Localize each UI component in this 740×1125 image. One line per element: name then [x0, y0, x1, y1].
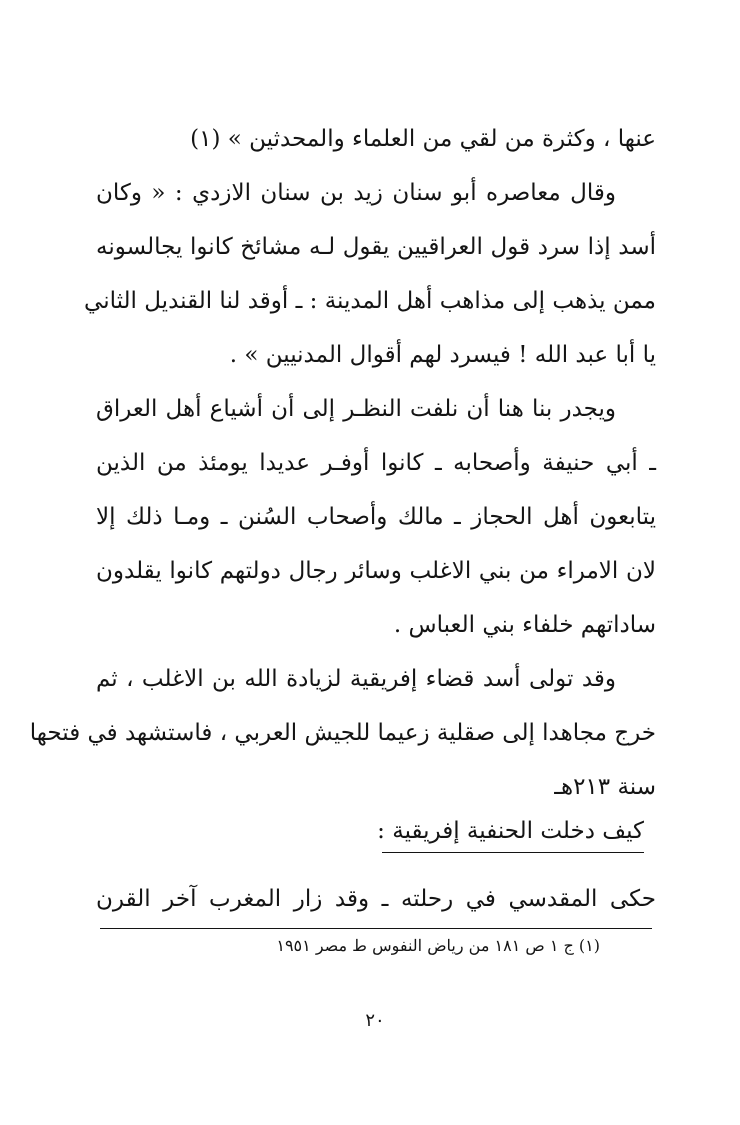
text-line-12: خرج مجاهدا إلى صقلية زعيما للجيش العربي ، فاستشهد في فتحها	[29, 720, 656, 746]
text-line-13: سنة ٢١٣هـ	[554, 774, 656, 800]
text-line-2: وقال معاصره أبو سنان زيد بن سنان الازدي : « وكان	[96, 180, 616, 206]
text-line-last: حكى المقدسي في رحلته ـ وقد زار المغرب آخر القرن	[96, 886, 656, 912]
footnote-divider	[100, 928, 652, 929]
text-line-4: ممن يذهب إلى مذاهب أهل المدينة : ـ أوقد لنا القنديل الثاني	[84, 288, 656, 314]
text-line-3: أسد إذا سرد قول العراقيين يقول لـه مشائخ كانوا يجالسونه	[96, 234, 656, 260]
text-line-8: يتابعون أهل الحجاز ـ مالك وأصحاب السُنن ـ ومـا ذلك إلا	[96, 504, 656, 530]
text-line-11: وقد تولى أسد قضاء إفريقية لزيادة الله بن الاغلب ، ثم	[96, 666, 616, 692]
footnote: (١) ج ١ ص ١٨١ من رياض النفوس ط مصر ١٩٥١	[276, 936, 600, 955]
section-heading: كيف دخلت الحنفية إفريقية :	[377, 818, 644, 844]
heading-underline	[382, 852, 644, 853]
text-line-1: عنها ، وكثرة من لقي من العلماء والمحدثين » (١)	[190, 126, 656, 152]
text-line-10: ساداتهم خلفاء بني العباس .	[393, 612, 656, 638]
body-text	[29, 112, 656, 814]
text-line-6: ويجدر بنا هنا أن نلفت النظـر إلى أن أشياع أهل العراق	[96, 396, 616, 422]
text-line-7: ـ أبي حنيفة وأصحابه ـ كانوا أوفـر عديدا يومئذ من الذين	[96, 450, 656, 476]
text-line-9: لان الامراء من بني الاغلب وسائر رجال دولتهم كانوا يقلدون	[96, 558, 656, 584]
text-line-5: يا أبا عبد الله ! فيسرد لهم أقوال المدنيين » .	[229, 342, 656, 368]
page-number: ٢٠	[365, 1010, 385, 1031]
